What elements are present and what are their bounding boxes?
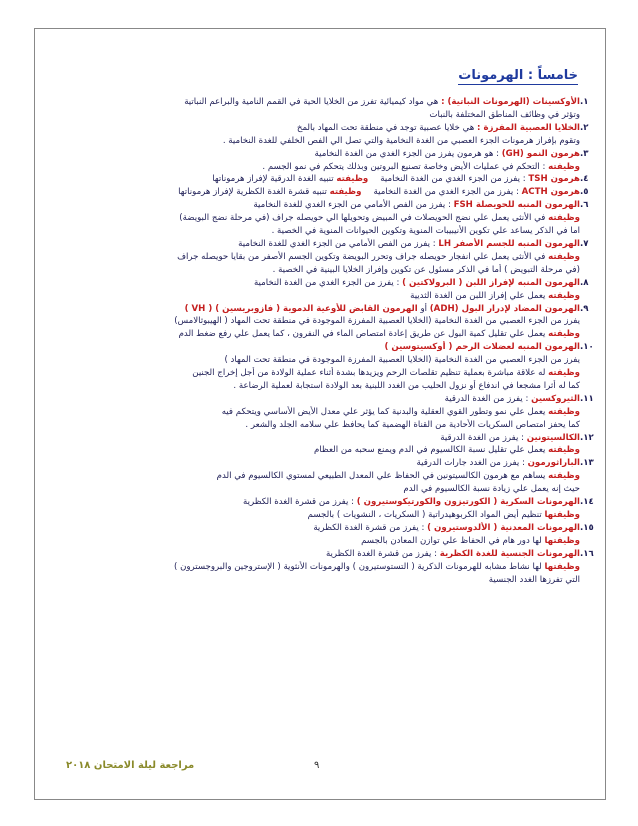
hormone-heading: الهرمون القابض للأوعية الدموية ( فازوبريسين ) ( VH ) [184,303,418,314]
body-text: أو [417,303,430,314]
list-item-number: ٧. [580,238,589,249]
hormone-heading: الهرمون المنبه للحويصلة FSH [453,200,580,211]
hormone-heading: هرمون النمو (GH) [501,148,580,159]
body-text: وتقوم بإفراز هرمونات الجزء العصبي من الغدة النخامية والتي تصل الي الفص الخلفي للغدة النخامية . [222,135,580,146]
hormone-heading: وظيفته [336,174,369,185]
hormone-heading: الهرمون المضاد لإدرار البول (ADH) [429,303,580,314]
body-text: وتؤثر في وظائف المناطق المختلفة بالنبات [429,109,580,120]
list-item-continuation [42,225,598,238]
body-text: كما له أثرا مشجعا في اندفاع أو نزول الحليب من الغدد اللبنية بعد الولادة استجابة لعملية الرضاعة . [233,380,580,391]
hormone-heading: هرمون TSH [528,174,580,185]
body-text: التي تفرزها الغدد الجنسية [488,574,580,585]
list-item-continuation [42,470,598,483]
list-item-continuation [42,444,598,457]
body-text: يعمل علي نمو وتطور القوي العقلية والبدنية كما يؤثر علي معدل الأيض الأساسي ويتحكم فيه [221,406,549,417]
body-text: : يفرز من الجزء الغدي من الغدة النخامية [373,187,522,198]
list-item [42,496,598,509]
hormone-heading: الهرمون المنبه لإفراز اللبن ( البرولاكتين ) [402,277,580,288]
list-item-continuation [42,328,598,341]
list-item-number: ٣. [580,148,589,159]
footer-text: مراجعة ليلة الامتحان ٢٠١٨ [66,760,195,771]
list-item-number: ١٤. [580,497,594,508]
hormone-heading: الأوكسينات (الهرمونات النباتية) : [441,97,580,107]
hormone-heading: وظيفته [548,161,580,172]
hormone-heading: الباراثورمون [527,458,580,469]
list-item-number: ٢. [580,122,589,133]
list-item-number: ١. [580,97,589,107]
body-text: : يفرز من قشرة الغدة الكظرية [242,497,357,508]
body-text: يفرز من الجزء العصبي من الغدة النخامية (الخلايا العصبية المفرزة الموجودة في منطقة تحت المهاد ) [224,355,580,366]
list-item [42,457,598,470]
body-text: تنظيم أيض المواد الكربوهيدراتية ( السكريات ، النشويات ) بالجسم [307,510,545,520]
body-text: اما في الذكر يساعد علي تكوين الأنيبيبات المنوية وتكوين الحيوانات المنوية في الخصية . [271,226,580,237]
list-item-number: ٦. [580,200,589,211]
list-item [42,186,598,199]
body-text: يعمل علي تقليل نسبة الكالسيوم في الدم ويمنع سحبه من العظام [313,445,549,456]
body-text: حيث إنه يعمل علي زيادة نسبة الكالسيوم في الدم [403,484,580,495]
body-text: : يفرز من الفص الأمامي من الجزء الغدي للغدة النخامية [253,200,454,211]
list-item-continuation [42,251,598,264]
body-text: في الأنثى يعمل علي انفجار حويصله جراف وتحرر البويضة وتكوين الجسم الأصفر من بقايا حويصله جراف [177,251,549,262]
page-title: خامساً : الهرمونات [458,68,578,83]
list-item-number: ١٢. [580,432,594,443]
list-item-continuation [42,574,598,587]
list-item-number: ١٣. [580,458,594,469]
list-item-continuation [42,367,598,380]
body-text: : التحكم في عمليات الأيض وخاصة تصنيع البروتين وبذلك يتحكم في نمو الجسم . [262,161,549,172]
body-text: يساهم مع هرمون الكالسيتونين في الحفاظ علي المعدل الطبيعي لمستوي الكالسيوم في الدم [216,471,549,482]
list-item [42,432,598,445]
body-text: في الأنثى يعمل علي نضج الحويصلات في المبيض وتحويلها الي حويصله جراف (في مرحلة نضج البويضة) [179,213,549,224]
hormone-heading: وظيفته [548,406,580,417]
hormone-heading: الهرمون المنبه للجسم الأصفر LH [438,238,580,249]
body-text: يفرز من الجزء العصبي من الغدة النخامية (الخلايا العصبية المفرزة الموجودة في منطقة تحت المهاد ( الهيبوثالامس) [174,316,580,327]
list-item [42,341,598,354]
hormone-heading: وظيفتها [544,561,580,572]
hormone-heading: وظيفته [329,187,362,198]
body-text: هي خلايا عصبية توجد في منطقة تحت المهاد بالمخ [296,122,478,133]
body-text: : يفرز من الغدد جارات الدرقية [416,458,528,469]
hormone-heading: وظيفته [548,290,580,301]
hormone-heading: وظيفتها [544,535,580,546]
hormone-heading: وظيفته [548,213,580,224]
hormone-list [42,96,598,586]
list-item-continuation [42,212,598,225]
list-item [42,548,598,561]
hormone-heading: الثيروكسين [531,393,580,404]
list-item-continuation [42,315,598,328]
list-item-number: ٩. [580,303,589,314]
list-item [42,96,598,109]
list-item [42,199,598,212]
body-text: : يفرز من الجزء الغدي من الغدة النخامية [253,277,403,288]
page-number: ٩ [314,760,320,771]
list-item [42,122,598,135]
hormone-heading: الخلايا العصبية المفرزة : [477,122,580,133]
hormone-heading: وظيفته [548,445,580,456]
list-item-continuation [42,354,598,367]
list-item-continuation [42,406,598,419]
hormone-heading: الهرمونات المعدنية ( الألدوستيرون ) [427,522,580,533]
body-text: : يفرز من الجزء الغدي من الغدة النخامية [380,174,529,185]
list-item-number: ٥. [580,187,589,198]
list-item [42,393,598,406]
list-item-continuation [42,419,598,432]
list-item-number: ١١. [580,393,594,404]
body-text: لها نشاط مشابه للهرمونات الذكرية ( التستوستيرون ) والهرمونات الأنثوية ( الإستروجين والبروجسترون ) [173,561,545,572]
hormone-heading: الهرمونات الجنسية للغدة الكظرية [439,548,580,559]
list-item-continuation [42,161,598,174]
body-text: : يفرز من الفص الأمامي من الجزء الغدي للغدة النخامية [238,238,439,249]
list-item-continuation [42,535,598,548]
list-item-continuation [42,509,598,522]
hormone-heading: وظيفته [548,471,580,482]
list-item-continuation [42,380,598,393]
list-item-number: ١٠. [580,342,594,353]
hormone-heading: هرمون ACTH [521,187,580,198]
hormone-heading: وظيفته [548,251,580,262]
hormone-heading: الكالسيتونين [526,432,580,443]
list-item-number: ١٦. [580,548,594,559]
list-item-continuation [42,264,598,277]
list-item [42,277,598,290]
body-text: : يفرز من قشرة الغدة الكظرية [325,548,440,559]
list-item-continuation [42,561,598,574]
body-text: : يفرز من الغدة الدرقية [440,432,527,443]
list-item [42,238,598,251]
body-text: (في مرحلة التبويض ) أما في الذكر مسئول عن تكوين وإفراز الخلايا البينية في الخصية . [272,264,580,275]
list-item-number: ٤. [580,174,589,185]
list-item-continuation [42,483,598,496]
body-text: : هو هرمون يفرز من الجزء الغدي من الغدة النخامية [314,148,502,159]
list-item [42,522,598,535]
hormone-heading: وظيفته [548,368,580,379]
hormone-heading: وظيفتها [544,510,580,520]
body-text: يعمل علي تقليل كمية البول عن طريق إعادة امتصاص الماء في النفرون ، كما يعمل علي رفع ضغط الدم [178,329,549,340]
body-text: يعمل علي إفراز اللبن من الغدة الثديية [410,290,549,301]
hormone-heading: الهرمونات السكرية ( الكورتيزون والكورتيكوستيرون ) [356,497,580,508]
body-text: له علاقة مباشرة بعملية تنظيم تقلصات الرحم ويزيدها بشدة أثناء عملية الولادة من أجل إخراج الجنين [192,368,549,379]
list-item [42,303,598,316]
body-text: لها دور هام في الحفاظ علي توازن المعادن بالجسم [361,535,545,546]
body-text: : يفرز من الغدة الدرقية [444,393,532,404]
list-item [42,148,598,161]
list-item-number: ٨. [580,277,589,288]
list-item-number: ١٥. [580,522,594,533]
list-item-continuation [42,135,598,148]
body-text: تنبيه الغدة الدرقية لإفراز هرموناتها [212,174,337,185]
list-item [42,173,598,186]
hormone-heading: الهرمون المنبه لعضلات الرحم ( أوكسيتوسين ) [384,342,580,353]
list-item-continuation [42,109,598,122]
body-text: : يفرز من قشرة الغدة الكظرية [313,522,428,533]
body-text: هي مواد كيميائية تفرز من الخلايا الحية في القمم النامية والبراعم النباتية [184,97,442,107]
hormone-heading: وظيفته [548,329,580,340]
body-text: كما يحفز امتصاص السكريات الأحادية من القناة الهضمية كما يحافظ علي سلامه الجلد والشعر . [245,419,580,430]
list-item-continuation [42,290,598,303]
body-text: تنبيه قشرة الغدة الكظرية لإفراز هرموناتها [178,187,330,198]
